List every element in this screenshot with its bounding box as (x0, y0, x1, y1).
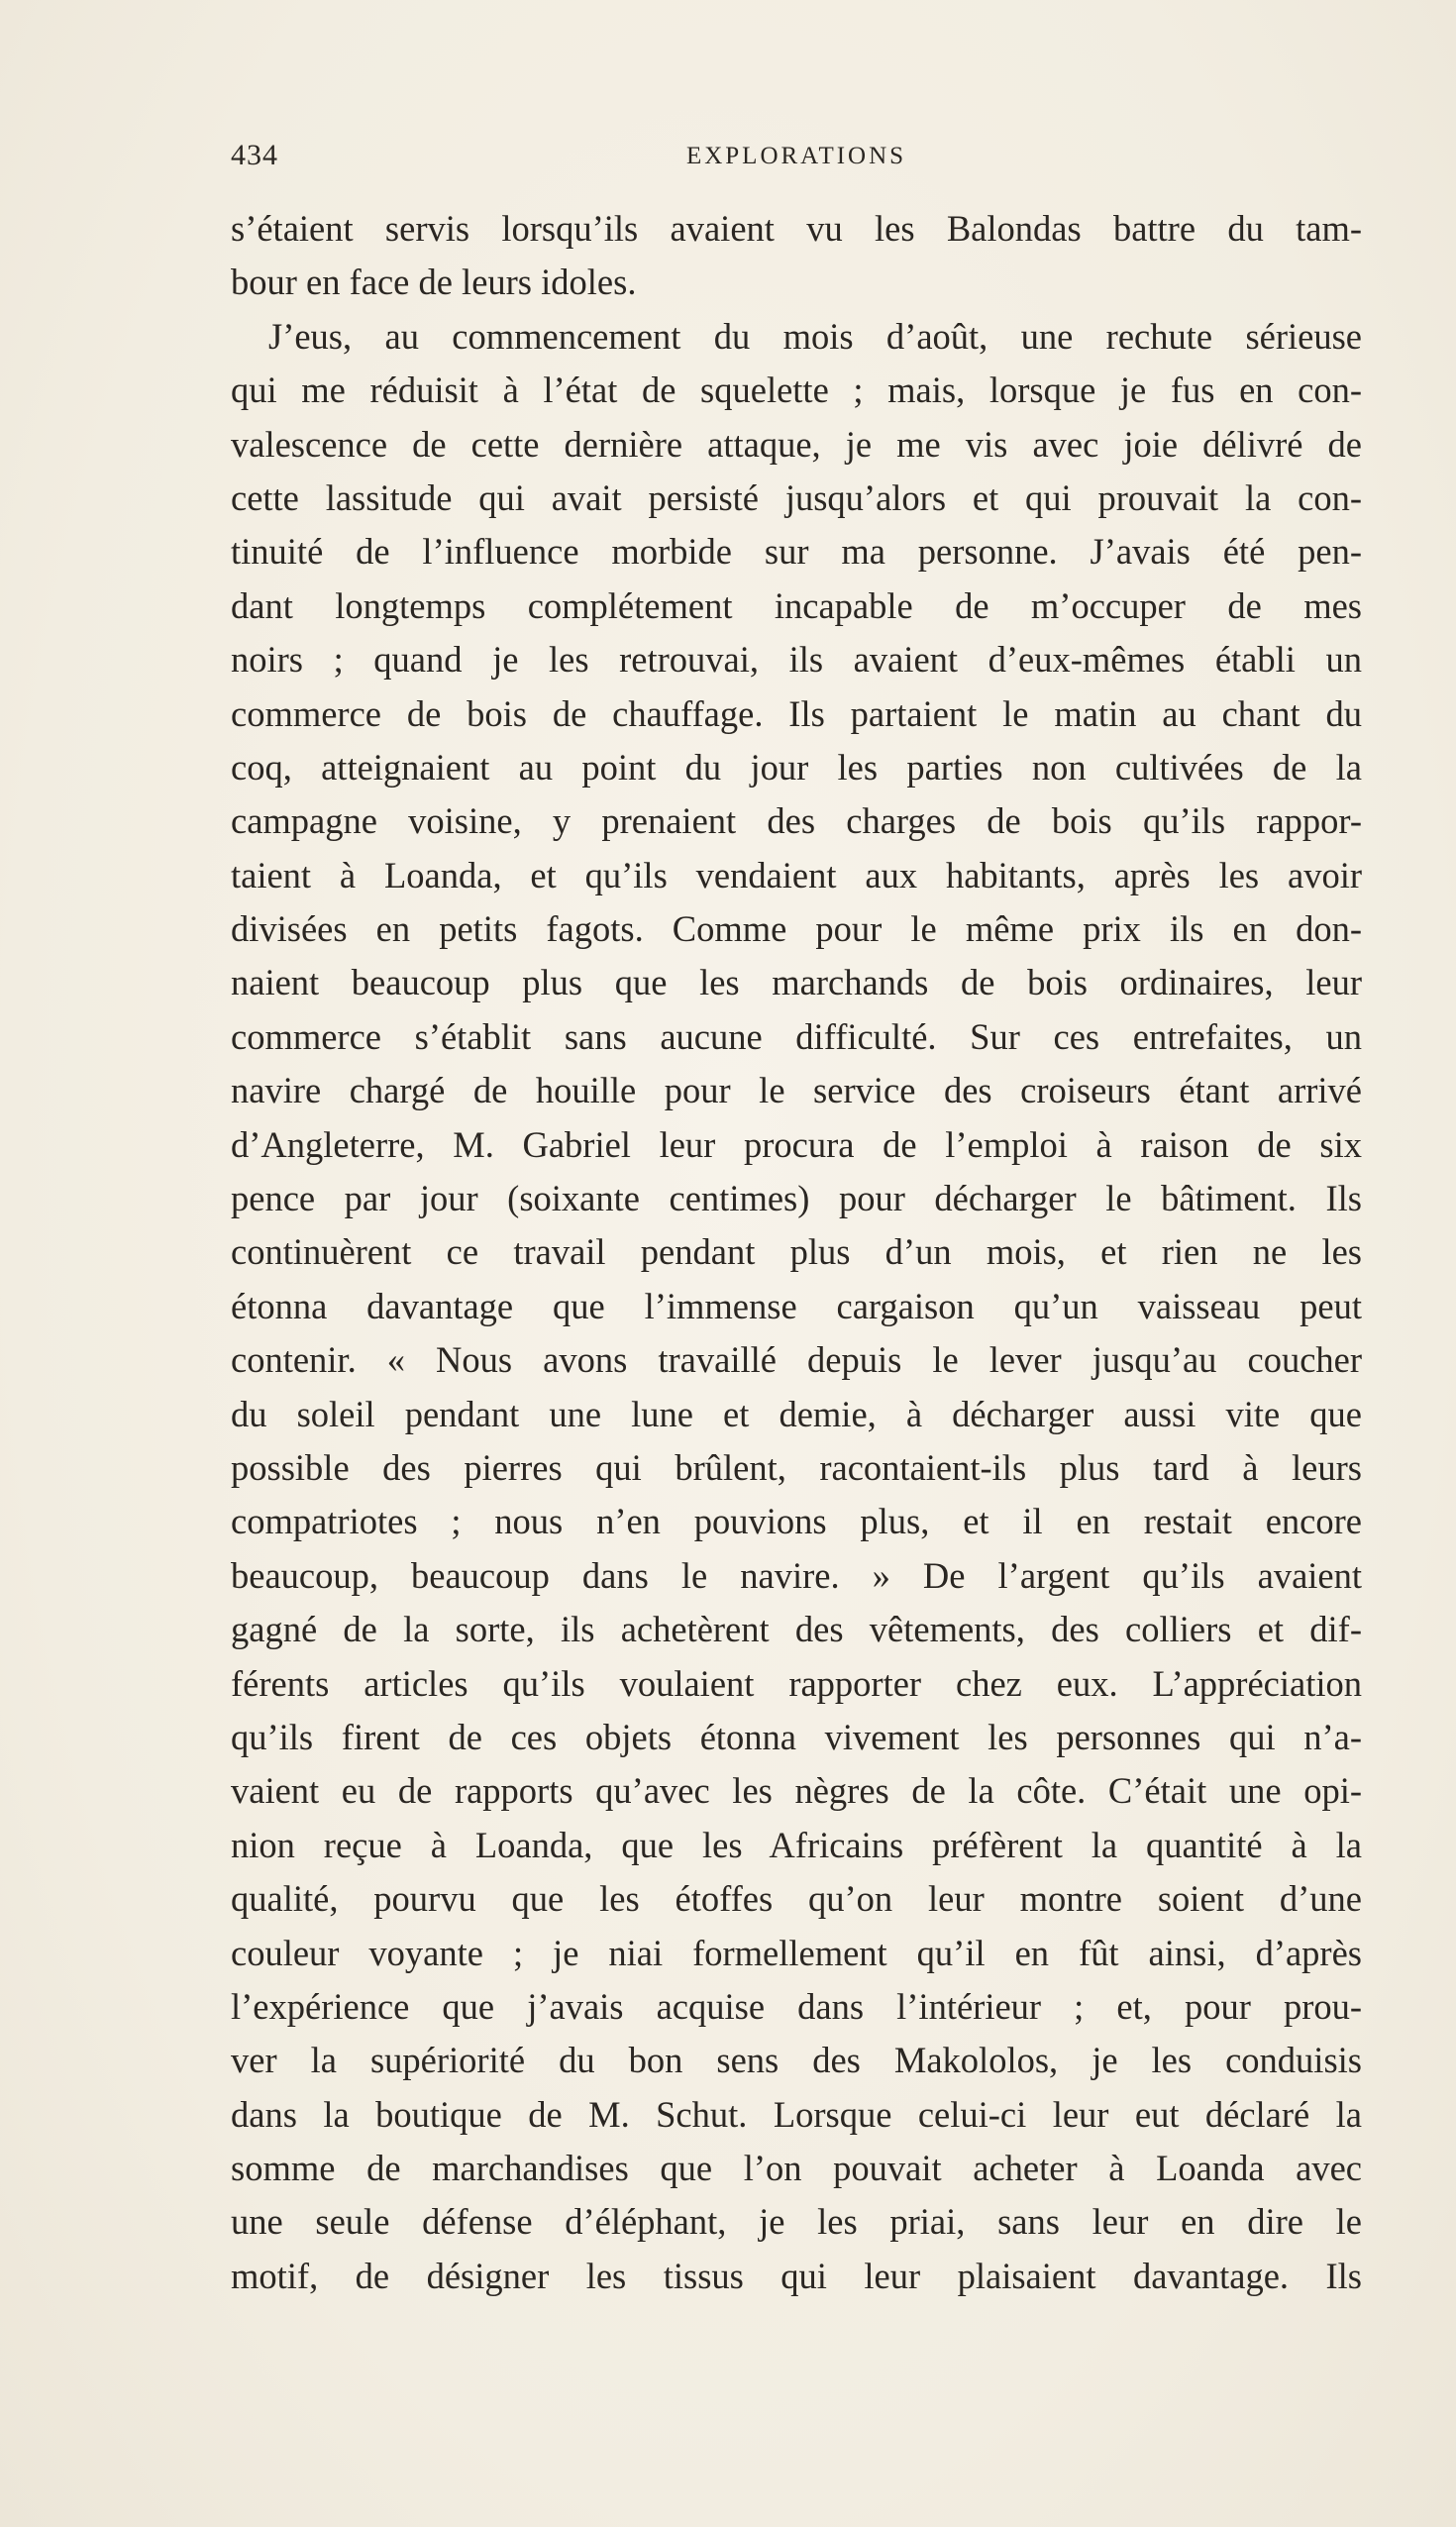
page-header (231, 139, 1362, 178)
text-line: contenir. « Nous avons travaillé depuis le lever jusqu’au coucher (231, 1339, 1362, 1381)
running-head: EXPLORATIONS (685, 143, 907, 169)
text-line: cette lassitude qui avait persisté jusqu’alors et qui prouvait la con- (231, 476, 1362, 518)
text-line: beaucoup, beaucoup dans le navire. » De l’argent qu’ils avaient (231, 1554, 1362, 1596)
text-line: noirs ; quand je les retrouvai, ils avaient d’eux-mêmes établi un (231, 639, 1362, 681)
text-line: dans la boutique de M. Schut. Lorsque celui-ci leur eut déclaré la (231, 2093, 1362, 2135)
text-line: ver la supériorité du bon sens des Makololos, je les conduisis (231, 2040, 1362, 2081)
text-line: J’eus, au commencement du mois d’août, une rechute sérieuse (268, 315, 1362, 357)
text-line: gagné de la sorte, ils achetèrent des vêtements, des colliers et dif- (231, 1609, 1362, 1650)
text-line: étonna davantage que l’immense cargaison qu’un vaisseau peut (231, 1285, 1362, 1326)
text-line: continuèrent ce travail pendant plus d’un mois, et rien ne les (231, 1231, 1362, 1273)
text-line: s’étaient servis lorsqu’ils avaient vu les Balondas battre du tam- (231, 208, 1362, 249)
text-line: divisées en petits fagots. Comme pour le même prix ils en don- (231, 908, 1362, 950)
text-line: dant longtemps complétement incapable de m’occuper de mes (231, 584, 1362, 626)
text-line: tinuité de l’influence morbide sur ma personne. J’avais été pen- (231, 531, 1362, 573)
text-line: qualité, pourvu que les étoffes qu’on leur montre soient d’une (231, 1878, 1362, 1920)
text-line: valescence de cette dernière attaque, je me vis avec joie délivré de (231, 423, 1362, 465)
text-line: d’Angleterre, M. Gabriel leur procura de l’emploi à raison de six (231, 1123, 1362, 1165)
text-line: taient à Loanda, et qu’ils vendaient aux habitants, après les avoir (231, 854, 1362, 895)
text-line: vaient eu de rapports qu’avec les nègres de la côte. C’était une opi- (231, 1770, 1362, 1812)
text-line: l’expérience que j’avais acquise dans l’intérieur ; et, pour prou- (231, 1985, 1362, 2027)
text-line: compatriotes ; nous n’en pouvions plus, et il en restait encore (231, 1501, 1362, 1542)
text-line: nion reçue à Loanda, que les Africains préfèrent la quantité à la (231, 1824, 1362, 1865)
text-line: qu’ils firent de ces objets étonna vivement les personnes qui n’a- (231, 1716, 1362, 1757)
text-line: une seule défense d’éléphant, je les priai, sans leur en dire le (231, 2201, 1362, 2243)
text-line: du soleil pendant une lune et demie, à décharger aussi vite que (231, 1393, 1362, 1434)
text-line: commerce s’établit sans aucune difficulté. Sur ces entrefaites, un (231, 1015, 1362, 1057)
text-line: possible des pierres qui brûlent, racontaient-ils plus tard à leurs (231, 1446, 1362, 1488)
text-line: couleur voyante ; je niai formellement qu’il en fût ainsi, d’après (231, 1932, 1362, 1973)
text-line: naient beaucoup plus que les marchands de bois ordinaires, leur (231, 962, 1362, 1003)
text-line: motif, de désigner les tissus qui leur plaisaient davantage. Ils (231, 2255, 1362, 2296)
text-line: campagne voisine, y prenaient des charges de bois qu’ils rappor- (231, 800, 1362, 842)
body-text (231, 202, 1362, 2303)
text-line: pence par jour (soixante centimes) pour décharger le bâtiment. Ils (231, 1178, 1362, 1219)
text-line: férents articles qu’ils voulaient rapporter chez eux. L’appréciation (231, 1662, 1362, 1704)
text-line: commerce de bois de chauffage. Ils partaient le matin au chant du (231, 692, 1362, 734)
text-line: navire chargé de houille pour le service des croiseurs étant arrivé (231, 1070, 1362, 1111)
text-line: qui me réduisit à l’état de squelette ; mais, lorsque je fus en con- (231, 369, 1362, 411)
text-line: somme de marchandises que l’on pouvait acheter à Loanda avec (231, 2148, 1362, 2189)
text-line: bour en face de leurs idoles. (231, 262, 637, 303)
text-line: coq, atteignaient au point du jour les parties non cultivées de la (231, 746, 1362, 788)
page-number: 434 (231, 139, 278, 171)
